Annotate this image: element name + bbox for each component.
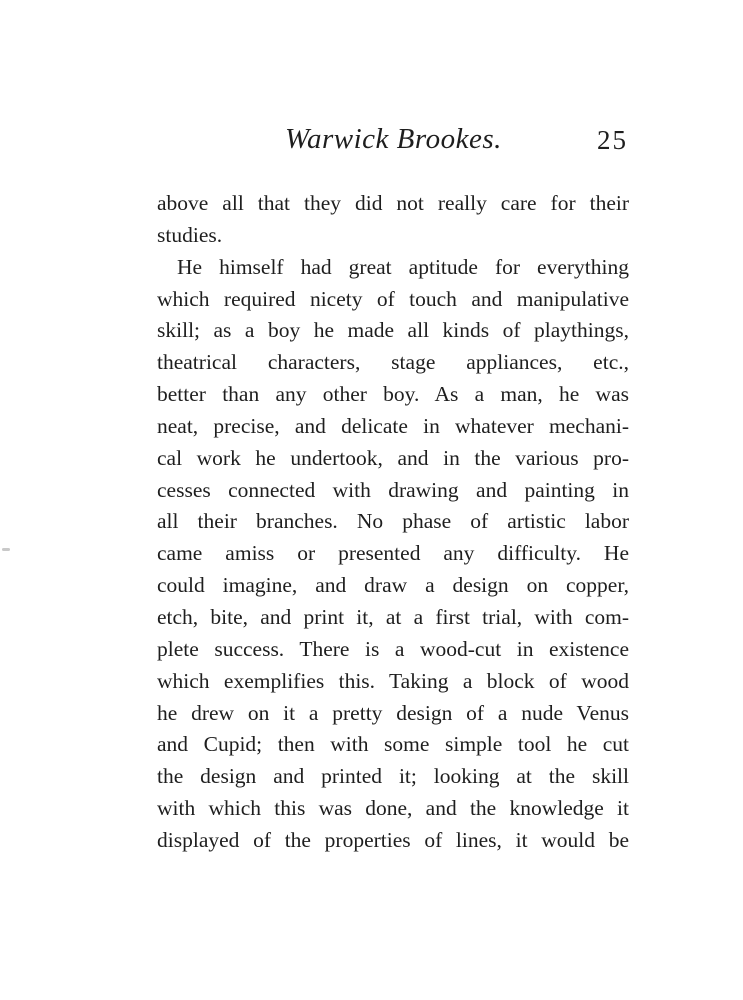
text-line: skill; as a boy he made all kinds of playthings, [157, 318, 629, 343]
text-line: neat, precise, and delicate in whatever mechani- [157, 413, 629, 438]
text-line: came amiss or presented any difficulty. He [157, 541, 629, 566]
text-line: cal work he undertook, and in the various pro- [157, 445, 629, 470]
text-line: better than any other boy. As a man, he was [157, 382, 629, 407]
text-line: etch, bite, and print it, at a first trial, with com- [157, 604, 629, 629]
text-line: could imagine, and draw a design on copper, [157, 573, 629, 598]
text-line: which exemplifies this. Taking a block of wood [157, 668, 629, 693]
running-title: Warwick Brookes. [285, 123, 502, 155]
text-line: cesses connected with drawing and painting in [157, 477, 629, 502]
text-line: all their branches. No phase of artistic labor [157, 509, 629, 534]
text-line: above all that they did not really care for their [157, 191, 629, 215]
text-line: the design and printed it; looking at the skill [157, 764, 629, 789]
text-line: which required nicety of touch and manipulative [157, 286, 629, 311]
text-line: and Cupid; then with some simple tool he cut [157, 732, 629, 757]
text-line: he drew on it a pretty design of a nude Venus [157, 700, 629, 725]
text-line: He himself had great aptitude for everything [177, 254, 629, 279]
text-line: displayed of the properties of lines, it would be [157, 827, 629, 852]
text-line: studies. [157, 222, 223, 247]
page-number: 25 [597, 125, 628, 155]
margin-speck [2, 548, 10, 551]
running-head [160, 123, 628, 163]
text-line: plete success. There is a wood-cut in existence [157, 636, 629, 661]
text-line: theatrical characters, stage appliances, etc., [157, 350, 629, 375]
text-line: with which this was done, and the knowledge it [157, 796, 629, 821]
body-text [157, 188, 629, 857]
